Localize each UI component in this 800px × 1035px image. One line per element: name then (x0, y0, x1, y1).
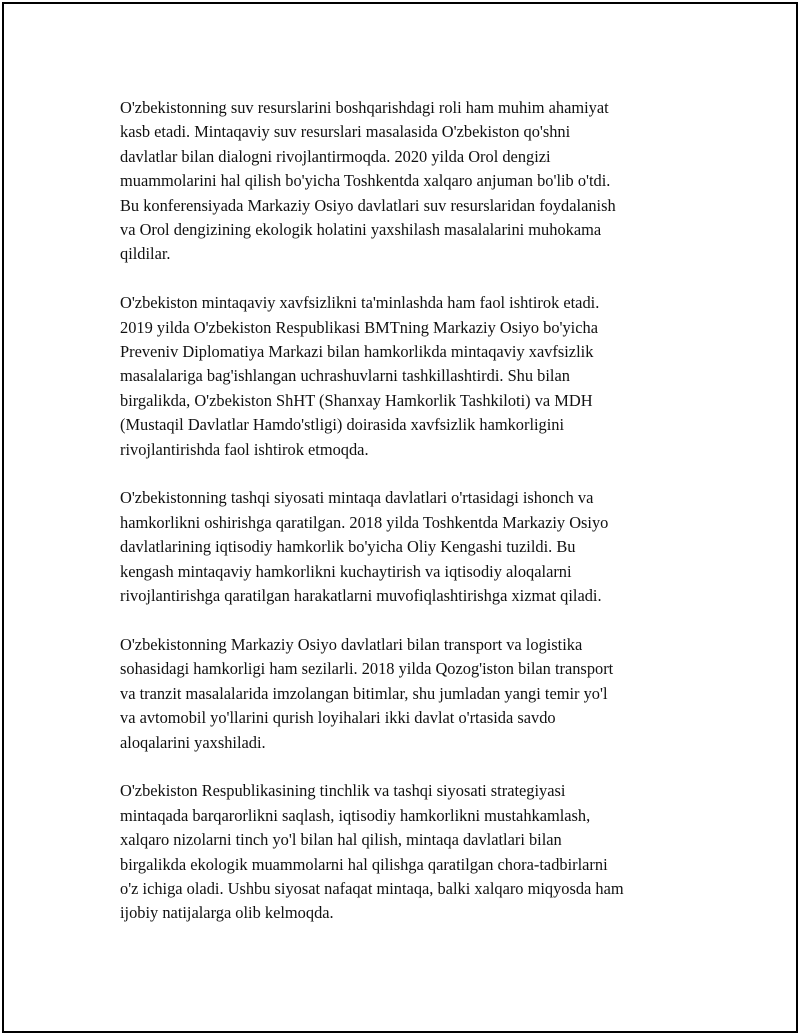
text-line: O'zbekiston Respublikasining tinchlik va tashqi siyosati strategiyasi (120, 781, 566, 801)
text-line: masalalariga bag'ishlangan uchrashuvlarni tashkillashtirdi. Shu bilan (120, 366, 570, 386)
text-line: 2019 yilda O'zbekiston Respublikasi BMTning Markaziy Osiyo bo'yicha (120, 317, 598, 337)
text-line: kengash mintaqaviy hamkorlikni kuchaytirish va iqtisodiy aloqalarni (120, 561, 572, 581)
text-line: birgalikda, O'zbekiston ShHT (Shanxay Hamkorlik Tashkiloti) va MDH (120, 390, 593, 410)
text-line: qildilar. (120, 244, 171, 264)
text-line: hamkorlikni oshirishga qaratilgan. 2018 yilda Toshkentda Markaziy Osiyo (120, 512, 609, 532)
text-line: va tranzit masalalarida imzolangan bitimlar, shu jumladan yangi temir yo'l (120, 683, 608, 703)
text-line: rivojlantirishga qaratilgan harakatlarni muvofiqlashtirishga xizmat qiladi. (120, 586, 602, 606)
text-line: birgalikda ekologik muammolarni hal qilishga qaratilgan chora-tadbirlarni (120, 854, 608, 874)
text-line: O'zbekiston mintaqaviy xavfsizlikni ta'minlashda ham faol ishtirok etadi. (120, 293, 600, 313)
paragraph-2 (120, 291, 680, 462)
text-line: (Mustaqil Davlatlar Hamdo'stligi) doirasida xavfsizlik hamkorligini (120, 415, 565, 435)
paragraph-3 (120, 486, 680, 608)
text-line: o'z ichiga oladi. Ushbu siyosat nafaqat mintaqa, balki xalqaro miqyosda ham (120, 878, 624, 898)
text-line: davlatlarining iqtisodiy hamkorlik bo'yicha Oliy Kengashi tuzildi. Bu (120, 537, 576, 557)
text-line: O'zbekistonning tashqi siyosati mintaqa davlatlari o'rtasidagi ishonch va (120, 488, 594, 508)
paragraph-5 (120, 779, 680, 925)
text-line: xalqaro nizolarni tinch yo'l bilan hal qilish, mintaqa davlatlari bilan (120, 830, 562, 850)
text-line: O'zbekistonning Markaziy Osiyo davlatlari bilan transport va logistika (120, 634, 583, 654)
paragraph-4 (120, 633, 680, 755)
text-line: O'zbekistonning suv resurslarini boshqarishdagi roli ham muhim ahamiyat (120, 98, 609, 117)
text-line: ijobiy natijalarga olib kelmoqda. (120, 903, 334, 923)
text-line: kasb etadi. Mintaqaviy suv resurslari masalasida O'zbekiston qo'shni (120, 122, 571, 142)
text-line: sohasidagi hamkorligi ham sezilarli. 2018 yilda Qozog'iston bilan transport (120, 659, 614, 679)
text-line: rivojlantirishda faol ishtirok etmoqda. (120, 439, 369, 459)
text-line: mintaqada barqarorlikni saqlash, iqtisodiy hamkorlikni mustahkamlash, (120, 805, 591, 825)
text-line: va Orol dengizining ekologik holatini yaxshilash masalalarini muhokama (120, 220, 602, 240)
paragraph-1 (120, 96, 680, 267)
text-line: Preveniv Diplomatiya Markazi bilan hamkorlikda mintaqaviy xavfsizlik (120, 342, 594, 362)
text-line: aloqalarini yaxshiladi. (120, 732, 266, 752)
text-line: Bu konferensiyada Markaziy Osiyo davlatlari suv resurslaridan foydalanish (120, 195, 616, 215)
text-line: muammolarini hal qilish bo'yicha Toshkentda xalqaro anjuman bo'lib o'tdi. (120, 171, 611, 191)
document-page (2, 2, 798, 1033)
text-line: davlatlar bilan dialogni rivojlantirmoqda. 2020 yilda Orol dengizi (120, 146, 551, 166)
text-line: va avtomobil yo'llarini qurish loyihalari ikki davlat o'rtasida savdo (120, 708, 556, 728)
document-body (120, 96, 680, 950)
